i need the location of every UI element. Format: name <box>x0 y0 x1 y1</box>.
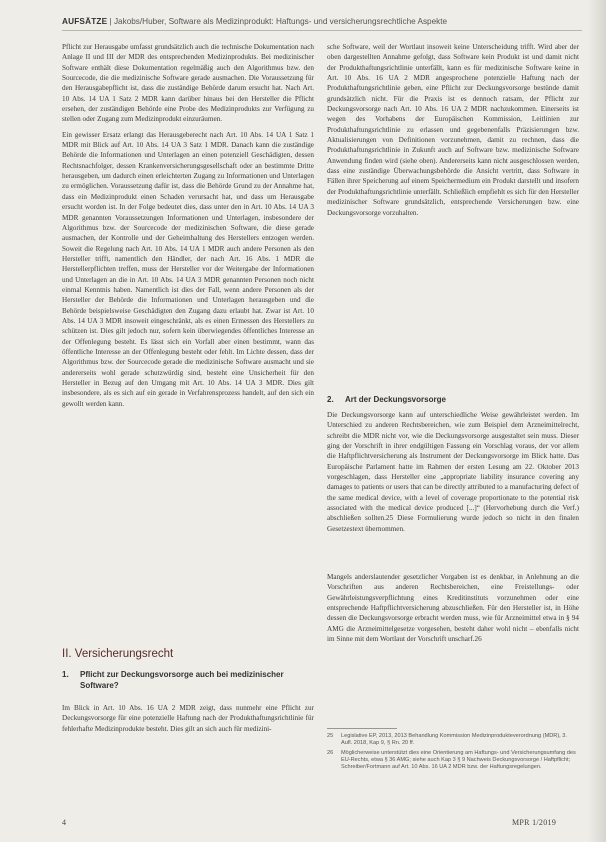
header-rule <box>62 30 582 31</box>
page-edge-shadow <box>588 0 606 842</box>
running-header: AUFSÄTZE | Jakobs/Huber, Software als Medizinprodukt: Haftungs- und versicherungsrechtliche Aspekte <box>62 17 448 26</box>
right-column-section-2b <box>327 572 579 649</box>
paragraph: sche Software, weil der Wortlaut insoweit keine Unterscheidung trifft. Wird aber der oben dargestellten Annahme gefolgt, dass Software kein Produkt ist und damit nicht der Produkthaftungsrichtlinie unterfällt, kann es für medizinische Software keine in Art. 10 Abs. 16 UA 2 MDR angesprochene potenzielle Haftung nach der Produkthaftungsrichtlinie geben, eine Pflicht zur Deckungsvorsorge bestünde damit grundsätzlich nicht. Für die Praxis ist es dennoch ratsam, der Pflicht zur Deckungsvorsorge nach Art. 10 Abs. 16 UA 2 MDR nachzukommen. Einerseits ist wegen des Vorhabens der Europäischen Kommission, Leitlinien zur Produkthaftungsrichtlinie zu erlassen und gegebenenfalls Präzisierungen bzw. Aktualisierungen von Definitionen vorzunehmen, damit zu rechnen, dass die Produkthaftungsrichtlinie in Zukunft auch auf Software bzw. medizinische Software Anwendung finden wird (siehe oben). Andererseits kann nicht ausgeschlossen werden, dass eine zuständige Überwachungsbehörde die Ansicht vertritt, dass Software in Fällen ihrer Speicherung auf einem Speichermedium ein Produkt darstellt und insofern der Produkthaftungsrichtlinie unterfällt. Schließlich empfiehlt es sich für den Hersteller medizinischer Software grundsätzlich, entsprechende Versicherungen bzw. eine Deckungsvorsorge vorzuhalten. <box>327 43 579 217</box>
right-column <box>327 42 579 223</box>
right-column-section-2 <box>327 410 579 539</box>
paragraph: Pflicht zur Herausgabe umfasst grundsätzlich auch die technische Dokumentation nach Anlage II und III der MDR des entsprechenden Medizinprodukts. Bei medizinischer Software enthält diese Dokumentation regelmäßig auch den Algorithmus bzw. den Sourcecode, die die medizinische Software gerade ausmachen. Die Voraussetzung für den Herausgabepflicht ist, dass die zuständige Behörde darum ersucht hat. Nach Art. 10 Abs. 14 UA 1 Satz 2 MDR kann darüber hinaus bei den Hersteller die Pflicht ersehen, der zuständigen Behörde eine Probe des Medizinprodukts zur Verfügung zu stellen oder Zugang zum Medizinprodukt einzuräumen. <box>62 43 314 124</box>
subsection-heading-2: 2. Art der Deckungsvorsorge <box>327 395 446 404</box>
header-title: Jakobs/Huber, Software als Medizinprodukt: Haftungs- und versicherungsrechtliche Aspekte <box>113 17 448 26</box>
paragraph: Im Blick in Art. 10 Abs. 16 UA 2 MDR zeigt, dass nunmehr eine Pflicht zur Deckungsvorsorge für eine potenzielle Haftung nach der Produkthaftungsrichtlinie für fehlerhafte Medizinprodukte besteht. Dies gilt an sich auch für medizini- <box>62 704 314 733</box>
section-heading: II. Versicherungsrecht <box>62 648 174 660</box>
left-column-continued <box>62 703 314 739</box>
header-section: AUFSÄTZE <box>62 17 108 26</box>
paragraph: Ein gewisser Ersatz erlangt das Herausgeberecht nach Art. 10 Abs. 14 UA 1 Satz 1 MDR mit Blick auf Art. 10 Abs. 14 UA 3 Satz 1 MDR. Danach kann die zuständige Behörde die Informationen und Unterlagen an einen potenziell Geschädigten, dessen Rechtsnachfolger, dessen Krankenversicherungsgesellschaft oder an bestimmte Dritte herausgeben, um dadurch einen erleichterten Zugang zu Informationen und Unterlagen zu ermöglichen. Voraussetzung dafür ist, dass die Behörde Grund zu der Annahme hat, dass ein Medizinprodukt einen Schaden verursacht hat, und dass um Herausgabe ersucht worden ist. In der Folge bedeutet dies, dass unter den in Art. 10 Abs. 14 UA 3 MDR genannten Voraussetzungen Informationen und Unterlagen, insbesondere der Algorithmus bzw. der Sourcecode der medizinischen Software, die diese gerade ausmachen, der Kontrolle und der Geheimhaltung des Herstellers entzogen werden. Soweit die Regelung nach Art. 10 Abs. 14 UA 1 MDR auch andere Personen als den Hersteller trifft, namentlich den Händler, der nach Art. 16 Abs. 1 MDR die Herstellerpflichten treffen, muss der Hersteller vor der Weitergabe der Informationen und Unterlagen an die in Art. 10 Abs. 14 UA 3 MDR genannten Personen noch nicht einmal Kenntnis haben. Namentlich ist dies der Fall, wenn andere Personen als der Hersteller der Behörde die Informationen und Unterlagen herausgeben und die Behörde beispielsweise Geschädigten den Zugang dazu erlaubt hat. Zwar ist Art. 10 Abs. 14 UA 3 MDR insoweit eingeschränkt, als es einen Ermessen des Herstellers zu schützen ist. Dies gilt jedoch nur, sofern kein überwiegendes öffentliches Interesse an der Offenlegung besteht. Es lässt sich ein Vorfall aber einen bestimmt, wann das öffentliche Interesse an der Offenlegung besteht oder fehlt. Im Lichte dessen, dass der Algorithmus bzw. der Sourcecode gerade die medizinische Software ausmacht und sie andererseits wohl gerade schutzwürdig sind, besteht eine Unsicherheit für den Hersteller in Bezug auf den Umgang mit Art. 10 Abs. 14 UA 3 MDR. Dies gilt insbesondere, als es sich auf ein gerade in Verfahrensprozess handelt, auf den sich ein gewollt werden kann. <box>62 130 314 408</box>
paragraph: Mangels anderslautender gesetzlicher Vorgaben ist es denkbar, in Anlehnung an die Vorschriften aus anderen Rechtsbereichen, eine Freistellungs- oder Gewährleistungsverpflichtung eines Kreditinstituts vorzunehmen oder eine entsprechende Haftpflichtversicherung abzuschließen. Für den Hersteller ist, in Höhe dessen die Deckungsvorsorge erbracht werden muss, wie für Arzneimittel etwa in § 94 AMG die Arzneimittelgesetze vorgesehen, besteht daher wohl nicht – ebenfalls nicht im Sinne mit dem Wortlaut der Vorschrift unscharf.26 <box>327 573 579 644</box>
page-number: 4 <box>62 818 66 827</box>
paragraph: Die Deckungsvorsorge kann auf unterschiedliche Weise gewährleistet werden. Im Unterschied zu anderen Rechtsbereichen, wie zum Beispiel dem Arzneimittelrecht, schreibt die MDR nicht vor, wie die Deckungsvorsorge ausgestaltet sein muss. Dieser ging der Vorschrift in ihrer endgültigen Fassung ein Vorschlag voraus, der vor allem die Haftpflichtversicherung als Instrument der Deckungsvorsorge im Blick hatte. Das Europäische Parlament hatte im Rahmen der ersten Lesung am 22. Oktober 2013 vorgeschlagen, dass Hersteller eine „appropriate liability insurance covering any damages to patients or users that can be directly attributed to a manufacturing defect of the same medical device, with a level of coverage proportionate to the potential risk associated with the medical device produced [...]“ (Hervorhebung durch die Verf.) abschließen sollten.25 Diese Formulierung wurde jedoch so nicht in den finalen Gesetzestext übernommen. <box>327 411 579 533</box>
footnote-rule <box>327 728 397 729</box>
footnote: 26 Möglicherweise unterstützt dies eine Orientierung am Haftungs- und Versicherungsumfang des EU-Rechts, etwa § 36 AMG; siehe auch Kap 3 § 9 Nachweis Deckungsvorsorge / Haftpflicht; Schreiber/Fortmann auf Art. 10 Abs. 16 UA 2 MDR bzw. der Haftungsregelungen. <box>327 749 576 771</box>
subsection-heading: 1. Pflicht zur Deckungsvorsorge auch bei medizinischer Software? <box>62 670 284 690</box>
footnotes <box>327 733 579 773</box>
left-column <box>62 42 314 414</box>
footnote: 25 Legislative EP, 2013, 2013 Behandlung Kommission Medizinprodukteverordnung (MDR), 3. Aufl. 2018, Kap 9, § Rn. 20 ff. <box>327 733 567 747</box>
journal-citation: MPR 1/2019 <box>512 818 557 827</box>
